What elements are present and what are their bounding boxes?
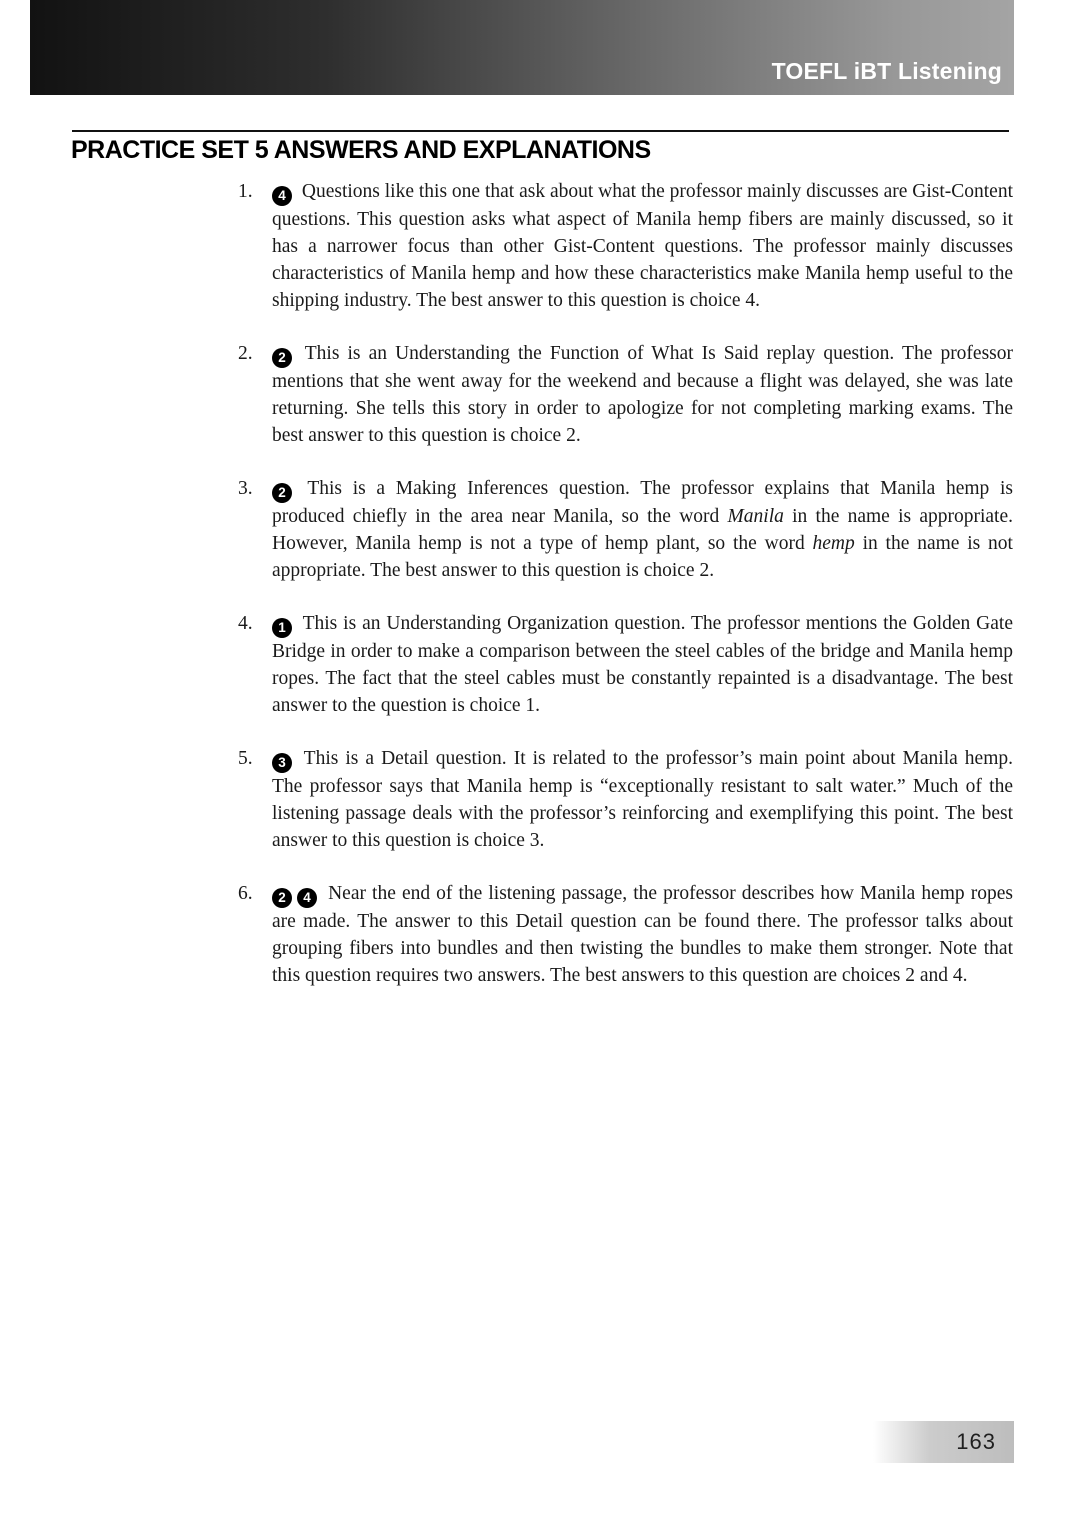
heading-rule: [72, 130, 1009, 132]
answer-choice-badge: 2: [272, 888, 292, 908]
list-item: [238, 610, 1013, 719]
item-number: 1.: [238, 181, 253, 202]
footer-bar: [873, 1421, 1014, 1463]
answer-choice-badge: 4: [297, 888, 317, 908]
list-item: [238, 880, 1013, 989]
page-number: 163: [956, 1429, 996, 1454]
item-text: 2 This is an Understanding the Function of What Is Said replay question. The professor mentions that she went away for the weekend and because a flight was delayed, she was late returning. She tells this story in order to apologize for not completing marking exams. The best answer to this question is choice 2.: [272, 343, 1014, 446]
item-number: 3.: [238, 478, 253, 499]
item-number: 6.: [238, 883, 253, 904]
chapter-title: TOEFL iBT Listening: [771, 58, 1002, 84]
list-item: [238, 340, 1013, 449]
list-item: [238, 745, 1013, 854]
item-text: 3 This is a Detail question. It is related to the professor’s main point about Manila hemp. The professor says that Manila hemp is “exceptionally resistant to salt water.” Much of the listening passage deals with the professor’s reinforcing and exemplifying this point. The best answer to this question is choice 3.: [272, 748, 1013, 851]
answer-choice-badge: 3: [272, 753, 292, 773]
answer-choice-badge: 1: [272, 618, 292, 638]
page-title: PRACTICE SET 5 ANSWERS AND EXPLANATIONS: [71, 136, 651, 164]
answer-choice-badge: 2: [272, 348, 292, 368]
chapter-header-bar: [30, 0, 1014, 95]
answer-choice-badge: 2: [272, 483, 292, 503]
item-text: 2 This is a Making Inferences question. The professor explains that Manila hemp is produced chiefly in the area near Manila, so the word Manila in the name is appropriate. However, Manila hemp is not a type of hemp plant, so the word hemp in the name is not appropriate. The best answer to this question is choice 2.: [272, 478, 1014, 581]
list-item: [238, 178, 1013, 314]
item-text: 4 Questions like this one that ask about what the professor mainly discusses are Gist-Content questions. This question asks what aspect of Manila hemp fibers are mainly discussed, so it has a narrower focus than other Gist-Content questions. The professor mainly discusses characteristics of Manila hemp and how these characteristics make Manila hemp useful to the shipping industry. The best answer to this question is choice 4.: [272, 181, 1014, 311]
item-number: 5.: [238, 748, 253, 769]
item-text: 1 This is an Understanding Organization question. The professor mentions the Golden Gate Bridge in order to make a comparison between the steel cables of the bridge and Manila hemp ropes. The fact that the steel cables must be constantly repainted is a disadvantage. The best answer to the question is choice 1.: [272, 613, 1013, 716]
item-text: 2 4 Near the end of the listening passage, the professor describes how Manila hemp ropes are made. The answer to this Detail question can be found there. The professor talks about grouping fibers into bundles and then twisting the bundles to make them stronger. Note that this question requires two answers. The best answers to this question are choices 2 and 4.: [272, 883, 1013, 986]
italic-term: Manila: [727, 506, 784, 527]
item-number: 4.: [238, 613, 253, 634]
list-item: [238, 475, 1013, 584]
italic-term: hemp: [812, 533, 855, 554]
item-number: 2.: [238, 343, 253, 364]
explanations-list: [238, 178, 1013, 1015]
answer-choice-badge: 4: [272, 186, 292, 206]
